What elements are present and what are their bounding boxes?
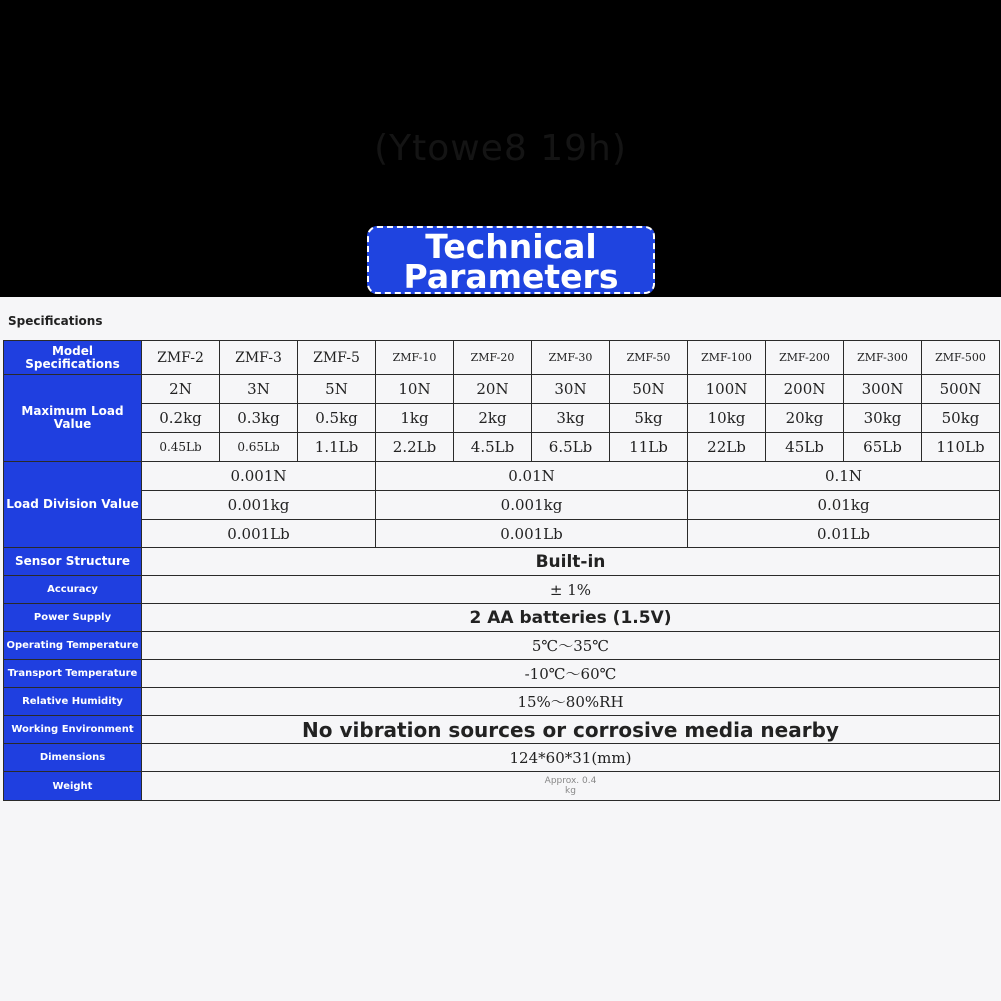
model-cell: ZMF-10 — [376, 341, 454, 375]
working-row — [4, 716, 1000, 744]
max-load-lb-cell: 2.2Lb — [376, 433, 454, 462]
spec-table — [3, 340, 1000, 801]
dimensions-row — [4, 744, 1000, 772]
max-load-kg-cell: 5kg — [610, 404, 688, 433]
sensor-structure-label: Sensor Structure — [4, 548, 142, 576]
max-load-n-cell: 5N — [298, 375, 376, 404]
max-load-lb-cell: 11Lb — [610, 433, 688, 462]
model-cell: ZMF-20 — [454, 341, 532, 375]
model-cell: ZMF-50 — [610, 341, 688, 375]
max-load-kg-cell: 2kg — [454, 404, 532, 433]
humidity-row — [4, 688, 1000, 716]
max-load-lb-cell: 45Lb — [766, 433, 844, 462]
sensor-structure-value: Built-in — [142, 548, 1000, 576]
max-load-lb-cell: 4.5Lb — [454, 433, 532, 462]
division-kg-cell: 0.001kg — [376, 491, 688, 520]
max-load-n-cell: 2N — [142, 375, 220, 404]
specifications-heading: Specifications — [8, 314, 103, 328]
power-supply-value: 2 AA batteries (1.5V) — [142, 604, 1000, 632]
max-load-kg-cell: 0.5kg — [298, 404, 376, 433]
accuracy-label: Accuracy — [4, 576, 142, 604]
working-environment-label: Working Environment — [4, 716, 142, 744]
division-n-cell: 0.001N — [142, 462, 376, 491]
max-load-kg-cell: 50kg — [922, 404, 1000, 433]
power-row — [4, 604, 1000, 632]
max-load-kg-cell: 3kg — [532, 404, 610, 433]
weight-row — [4, 772, 1000, 801]
operating-row — [4, 632, 1000, 660]
max-load-lb-cell: 22Lb — [688, 433, 766, 462]
division-kg-cell: 0.01kg — [688, 491, 1000, 520]
max-load-n-cell: 500N — [922, 375, 1000, 404]
max-load-n-row — [4, 375, 1000, 404]
max-load-n-cell: 30N — [532, 375, 610, 404]
model-row — [4, 341, 1000, 375]
max-load-kg-cell: 10kg — [688, 404, 766, 433]
load-division-label: Load Division Value — [4, 462, 142, 548]
max-load-n-cell: 3N — [220, 375, 298, 404]
badge-title-line2: Parameters — [403, 257, 619, 296]
max-load-n-cell: 100N — [688, 375, 766, 404]
accuracy-value: ± 1% — [142, 576, 1000, 604]
working-environment-value: No vibration sources or corrosive media nearby — [142, 716, 1000, 744]
division-lb-cell: 0.001Lb — [142, 520, 376, 548]
division-kg-cell: 0.001kg — [142, 491, 376, 520]
max-load-lb-cell: 110Lb — [922, 433, 1000, 462]
model-cell: ZMF-2 — [142, 341, 220, 375]
division-n-cell: 0.01N — [376, 462, 688, 491]
max-load-n-cell: 200N — [766, 375, 844, 404]
model-cell: ZMF-30 — [532, 341, 610, 375]
weight-value — [142, 772, 1000, 801]
model-cell: ZMF-500 — [922, 341, 1000, 375]
weight-value-line2: kg — [565, 786, 576, 796]
model-cell: ZMF-3 — [220, 341, 298, 375]
max-load-lb-cell: 0.45Lb — [142, 433, 220, 462]
operating-temperature-value: 5℃～35℃ — [142, 632, 1000, 660]
division-lb-row — [4, 520, 1000, 548]
operating-temperature-label: Operating Temperature — [4, 632, 142, 660]
max-load-n-cell: 50N — [610, 375, 688, 404]
dimensions-label: Dimensions — [4, 744, 142, 772]
max-load-n-cell: 20N — [454, 375, 532, 404]
max-load-n-cell: 300N — [844, 375, 922, 404]
max-load-kg-row — [4, 404, 1000, 433]
division-n-cell: 0.1N — [688, 462, 1000, 491]
max-load-kg-cell: 20kg — [766, 404, 844, 433]
max-load-kg-cell: 30kg — [844, 404, 922, 433]
model-specifications-label: Model Specifications — [4, 341, 142, 375]
division-lb-cell: 0.001Lb — [376, 520, 688, 548]
badge-title-line1: Technical — [425, 227, 597, 266]
model-cell: ZMF-300 — [844, 341, 922, 375]
power-supply-label: Power Supply — [4, 604, 142, 632]
max-load-kg-cell: 0.3kg — [220, 404, 298, 433]
max-load-lb-cell: 6.5Lb — [532, 433, 610, 462]
weight-value-line1: Approx. 0.4 — [544, 776, 597, 786]
model-cell: ZMF-200 — [766, 341, 844, 375]
max-load-n-cell: 10N — [376, 375, 454, 404]
technical-parameters-badge — [367, 226, 655, 294]
sensor-row — [4, 548, 1000, 576]
ghost-header-text: (Ytowe8 19h) — [374, 128, 627, 169]
division-n-row — [4, 462, 1000, 491]
division-kg-row — [4, 491, 1000, 520]
dimensions-value: 124*60*31(mm) — [142, 744, 1000, 772]
accuracy-row — [4, 576, 1000, 604]
division-lb-cell: 0.01Lb — [688, 520, 1000, 548]
transport-temperature-label: Transport Temperature — [4, 660, 142, 688]
relative-humidity-label: Relative Humidity — [4, 688, 142, 716]
transport-row — [4, 660, 1000, 688]
max-load-lb-cell: 1.1Lb — [298, 433, 376, 462]
max-load-lb-row — [4, 433, 1000, 462]
max-load-kg-cell: 1kg — [376, 404, 454, 433]
max-load-kg-cell: 0.2kg — [142, 404, 220, 433]
weight-label: Weight — [4, 772, 142, 801]
maximum-load-label: Maximum Load Value — [4, 375, 142, 462]
model-cell: ZMF-5 — [298, 341, 376, 375]
relative-humidity-value: 15%～80%RH — [142, 688, 1000, 716]
max-load-lb-cell: 0.65Lb — [220, 433, 298, 462]
transport-temperature-value: -10℃～60℃ — [142, 660, 1000, 688]
max-load-lb-cell: 65Lb — [844, 433, 922, 462]
model-cell: ZMF-100 — [688, 341, 766, 375]
